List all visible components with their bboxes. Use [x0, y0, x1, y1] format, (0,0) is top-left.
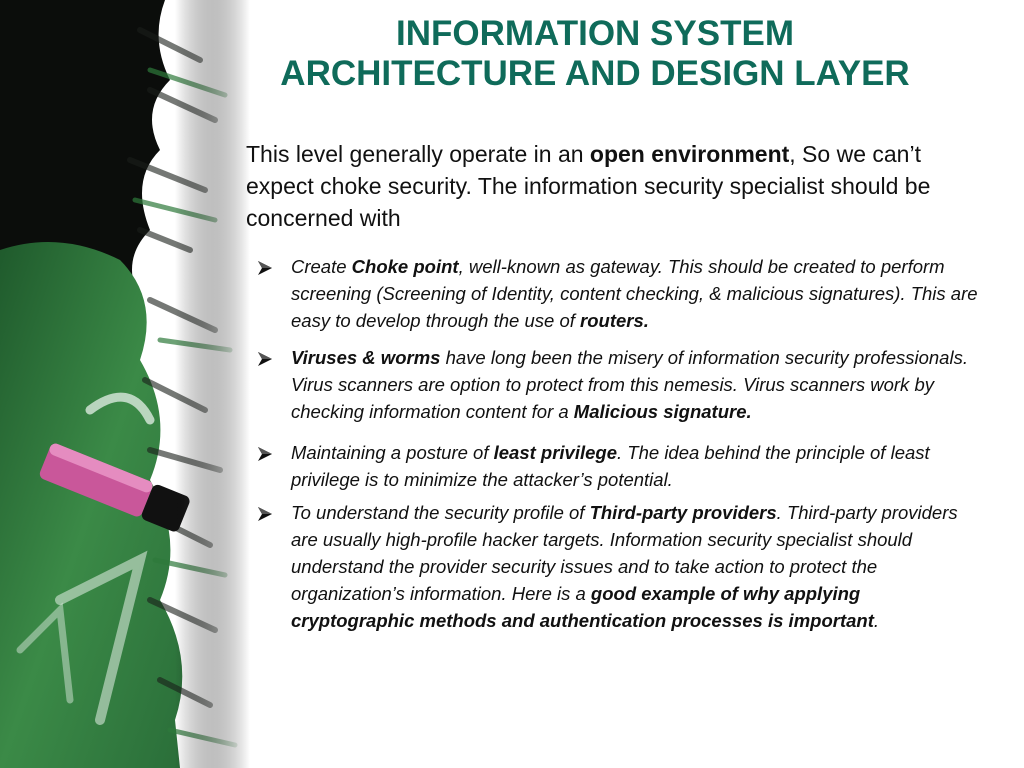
bullet-emphasis: Third-party providers: [589, 502, 777, 523]
bullet-emphasis: Viruses & worms: [291, 347, 441, 368]
bullet-item-viruses-worms: [258, 344, 988, 425]
bullet-text: have long been the misery of information security professionals. Virus scanners are option to protect from this nemesis. Virus scanners work by checking information content for a: [291, 347, 968, 422]
bullet-text: Maintaining a posture of: [291, 442, 494, 463]
intro-text-after: , So we can’t expect choke security. The information security specialist should be concerned with: [246, 141, 931, 231]
bullet-text: .: [873, 610, 879, 631]
title-line-2: ARCHITECTURE AND DESIGN LAYER: [280, 54, 910, 93]
arrowhead-bullet-icon: [258, 507, 272, 521]
bullet-item-least-privilege: [258, 439, 988, 493]
bullet-emphasis: routers.: [580, 310, 649, 331]
bullet-item-third-party: [258, 499, 988, 634]
bullet-emphasis: good example of why applying cryptographic methods and authentication processes is important: [291, 583, 874, 631]
intro-text-before: This level generally operate in an: [246, 141, 590, 167]
bullet-text: To understand the security profile of: [291, 502, 590, 523]
bullet-text: Create: [291, 256, 352, 277]
bullet-text: . The idea behind the principle of least privilege is to minimize the attacker’s potential.: [291, 442, 930, 490]
arrowhead-bullet-icon: [258, 261, 272, 275]
arrowhead-bullet-icon: [258, 447, 272, 461]
bullet-list: [258, 253, 988, 634]
bullet-text: , well-known as gateway. This should be created to perform screening (Screening of Identity, content checking, & malicious signatures). This are easy to develop through the use of: [291, 256, 978, 331]
title-line-1: INFORMATION SYSTEM: [396, 14, 794, 53]
intro-paragraph: [246, 138, 986, 234]
bullet-emphasis: Malicious signature.: [573, 401, 752, 422]
bullet-text: . Third-party providers are usually high-profile hacker targets. Information security specialist should understand the provider security issues and to take action to protect the organization’s information. Here is a: [291, 502, 958, 604]
chalkboard-chalk-illustration: [0, 0, 250, 768]
intro-emphasis: open environment: [589, 141, 790, 167]
slide-title: [215, 14, 975, 94]
bullet-emphasis: least privilege: [493, 442, 618, 463]
bullet-item-choke-point: [258, 253, 988, 334]
arrowhead-bullet-icon: [258, 352, 272, 366]
bullet-emphasis: Choke point: [351, 256, 459, 277]
